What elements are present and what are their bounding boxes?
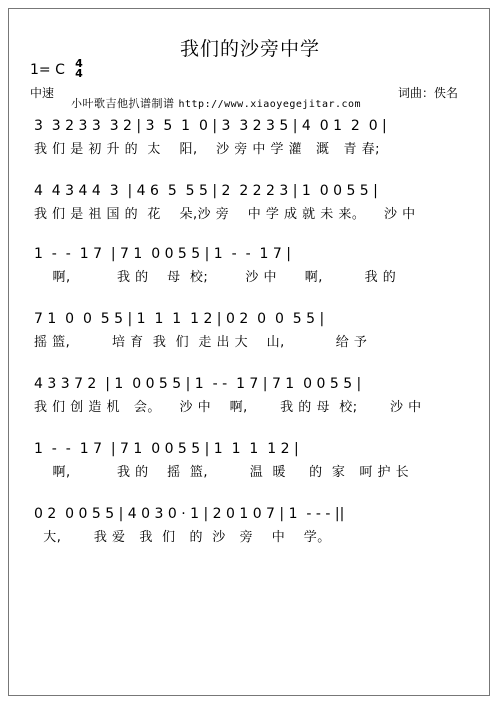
- score-row-1: [0, 115, 500, 175]
- notation-line: 1 - - 1 7 | 7 1 0 0 5 5 | 1 1 1 1 2 |: [34, 441, 299, 457]
- lyric-line: 摇 篮, 培 育 我 们 走 出 大 山, 给 予: [34, 335, 368, 350]
- credit-url: http://www.xiaoyegejitar.com: [178, 99, 362, 110]
- time-signature: [73, 59, 85, 79]
- credit-line: [71, 95, 361, 111]
- score-row-6: [0, 438, 500, 498]
- lyric-line: 啊, 我 的 母 校; 沙 中 啊, 我 的: [34, 270, 397, 285]
- notation-line: 7 1 0 0 5 5 | 1 1 1 1 2 | 0 2 0 0 5 5 |: [34, 311, 325, 327]
- song-title: 我们的沙旁中学: [179, 38, 320, 60]
- notation-line: 4 4 3 4 4 3 | 4 6 5 5 5 | 2 2 2 2 3 | 1 0 0 5 5 |: [34, 183, 378, 199]
- lyric-line: 我 们 创 造 机 会。 沙 中 啊, 我 的 母 校; 沙 中: [34, 400, 422, 415]
- lyric-line: 大, 我 爱 我 们 的 沙 旁 中 学。: [34, 530, 331, 545]
- notation-line: 1 - - 1 7 | 7 1 0 0 5 5 | 1 - - 1 7 |: [34, 246, 291, 262]
- lyric-line: 啊, 我 的 摇 篮, 温 暖 的 家 呵 护 长: [34, 465, 410, 480]
- time-signature-bottom: 4: [75, 67, 83, 80]
- lyric-line: 我 们 是 祖 国 的 花 朵,沙 旁 中 学 成 就 未 来。 沙 中: [34, 207, 416, 222]
- tempo-marking: 中速: [30, 86, 55, 100]
- time-signature-top: 4: [75, 57, 83, 70]
- score-row-3: [0, 243, 500, 303]
- score-row-4: [0, 308, 500, 368]
- composer-credit: 词曲：佚名: [398, 86, 459, 100]
- score-row-5: [0, 373, 500, 433]
- score-row-2: [0, 180, 500, 240]
- key-signature: 1= C: [30, 62, 65, 78]
- notation-line: 3 3 2 3 3 3 2 | 3 5 1 0 | 3 3 2 3 5 | 4 0 1 2 0 |: [34, 118, 387, 134]
- notation-line: 0 2 0 0 5 5 | 4 0 3 0 · 1 | 2 0 1 0 7 | 1 - - - ||: [34, 506, 345, 522]
- score-row-7: [0, 503, 500, 563]
- notation-line: 4 3 3 7 2 | 1 0 0 5 5 | 1 - - 1 7 | 7 1 0 0 5 5 |: [34, 376, 362, 392]
- credit-site-name: 小叶歌吉他扒谱制谱: [71, 97, 175, 110]
- lyric-line: 我 们 是 初 升 的 太 阳, 沙 旁 中 学 灌 溉 青 春;: [34, 142, 380, 157]
